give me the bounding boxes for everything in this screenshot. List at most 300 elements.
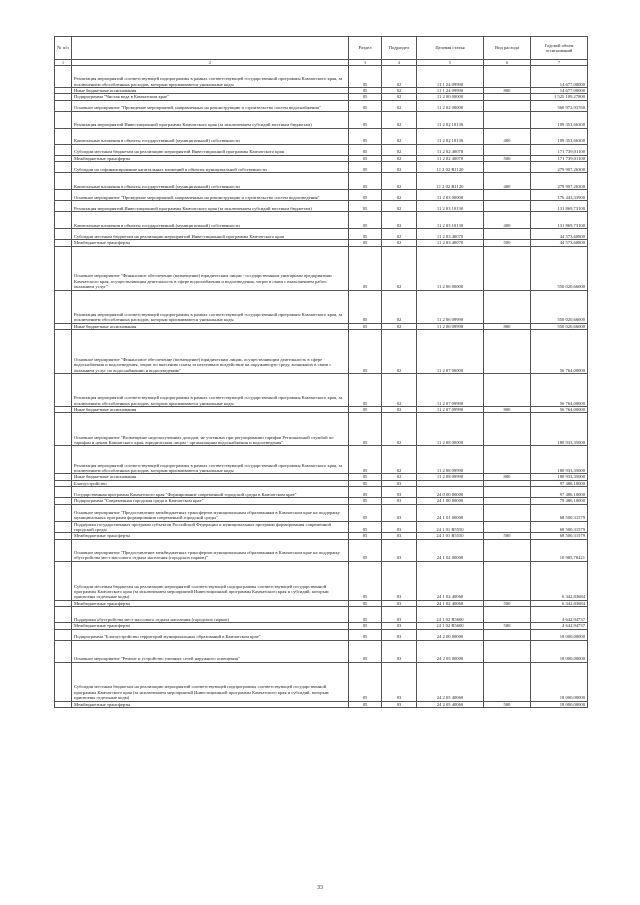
row-name-cell: Основное мероприятие "Ремонт и устройство уличных сетей наружного освещения" — [72, 640, 349, 662]
row-name-cell: Капитальные вложения в объекты государственной (муниципальной) собственности — [72, 128, 349, 144]
row-subsection-cell: 03 — [382, 539, 417, 561]
row-section-cell: 05 — [349, 88, 382, 94]
header-section: Раздел — [349, 37, 382, 60]
table-row — [55, 246, 588, 290]
row-sum-cell: 14 677,00000 — [531, 66, 588, 88]
row-subsection-cell: 02 — [382, 173, 417, 190]
table-row — [55, 487, 588, 498]
table-row — [55, 629, 588, 640]
row-expense-type-cell — [484, 607, 531, 623]
index-cell: 2 — [72, 60, 349, 66]
row-target-cell: 24 2 00 00000 — [417, 629, 484, 640]
row-sum-cell: 109 351,66300 — [531, 128, 588, 144]
row-subsection-cell: 02 — [382, 94, 417, 100]
row-target-cell: 11 2 00 00000 — [417, 94, 484, 100]
row-subsection-cell: 02 — [382, 212, 417, 229]
row-subsection-cell: 02 — [382, 446, 417, 474]
row-expense-type-cell — [484, 561, 531, 600]
row-target-cell: 11 2 02 40070 — [417, 155, 484, 161]
table-row — [55, 607, 588, 623]
row-expense-type-cell — [484, 66, 531, 88]
row-section-cell: 05 — [349, 212, 382, 229]
row-section-cell: 05 — [349, 474, 382, 480]
row-section-cell: 05 — [349, 201, 382, 212]
row-target-cell: 24 2 05 00000 — [417, 640, 484, 662]
index-cell: 1 — [55, 60, 72, 66]
row-target-cell: 11 2 08 09990 — [417, 446, 484, 474]
row-name-cell: Субсидии на софинансирование капитальных вложений в объекты муниципальной собственности — [72, 162, 349, 173]
row-target-cell: 24 1 01 00000 — [417, 504, 484, 521]
index-cell: 4 — [382, 60, 417, 66]
row-name-cell: Основное мероприятие "Финансовое обеспечение (возмещение) юридическим лицам - государственным унитарным предприятиям Камчатского края, осуществляющим деятельность в сфере водоснабжения и водоотведения, затрат в связи с выполнением работ, оказанием услуг" — [72, 246, 349, 290]
row-sum-cell: 180 933,35000 — [531, 413, 588, 446]
row-section-cell: 05 — [349, 330, 382, 374]
row-expense-type-cell: 500 — [484, 623, 531, 629]
row-number-cell — [55, 640, 72, 662]
table-row — [55, 701, 588, 707]
table-row — [55, 229, 588, 240]
row-name-cell: Основное мероприятие "Предоставление межбюджетных трансфертов муниципальным образованиям в Камчатском крае на поддержку муниципальных программ формирования современной городской среды" — [72, 504, 349, 521]
row-name-cell: Основное мероприятие "Проведение мероприятий, направленных на реконструкцию и строительство систем водоснабжения" — [72, 100, 349, 111]
row-target-cell: 11 2 03 00000 — [417, 190, 484, 201]
row-number-cell — [55, 629, 72, 640]
row-expense-type-cell — [484, 290, 531, 323]
table-row — [55, 128, 588, 144]
header-target: Целевая статья — [417, 37, 484, 60]
header-subsection: Подраздел — [382, 37, 417, 60]
row-name-cell: Государственная программа Камчатского края "Формирование современной городской среды в Камчатском крае" — [72, 487, 349, 498]
row-sum-cell: 550 020,66000 — [531, 323, 588, 329]
row-section-cell: 05 — [349, 607, 382, 623]
row-target-cell: 24 1 02 40060 — [417, 561, 484, 600]
row-target-cell: 11 2 03 10130 — [417, 212, 484, 229]
row-name-cell: Субсидии местным бюджетам на реализацию мероприятий Инвестиционной программы Камчатского края — [72, 229, 349, 240]
row-sum-cell: 1 525 109,27800 — [531, 94, 588, 100]
index-cell: 7 — [531, 60, 588, 66]
row-sum-cell: 180 933,35000 — [531, 474, 588, 480]
row-name-cell: Реализация мероприятий Инвестиционной программы Камчатского края (за исключением субсидий местным бюджетам) — [72, 111, 349, 128]
row-expense-type-cell — [484, 100, 531, 111]
row-subsection-cell: 03 — [382, 607, 417, 623]
row-sum-cell: 6 342,83684 — [531, 600, 588, 606]
row-subsection-cell: 03 — [382, 533, 417, 539]
row-section-cell: 05 — [349, 155, 382, 161]
table-row — [55, 330, 588, 374]
row-number-cell — [55, 66, 72, 88]
row-name-cell: Иные бюджетные ассигнования — [72, 474, 349, 480]
table-row — [55, 521, 588, 533]
row-number-cell — [55, 173, 72, 190]
row-target-cell: 24 1 00 00000 — [417, 498, 484, 504]
row-section-cell: 05 — [349, 640, 382, 662]
row-name-cell: Иные бюджетные ассигнования — [72, 88, 349, 94]
row-target-cell: 11 2 08 00000 — [417, 413, 484, 446]
row-section-cell: 05 — [349, 504, 382, 521]
row-expense-type-cell — [484, 144, 531, 155]
row-sum-cell: 180 933,35000 — [531, 446, 588, 474]
row-expense-type-cell: 400 — [484, 173, 531, 190]
table-row — [55, 201, 588, 212]
row-number-cell — [55, 144, 72, 155]
row-subsection-cell: 02 — [382, 155, 417, 161]
table-row — [55, 290, 588, 323]
row-subsection-cell: 03 — [382, 629, 417, 640]
row-name-cell: Основное мероприятие "Финансовое обеспечение (возмещение) юридическим лицам, осуществляющим деятельность в сфере водоснабжения и водоотведения, затрат по внесению платы за негативное воздействие на окружающую среду, возникших в связи с оказанием услуг по водоснабжению и водоотведению" — [72, 330, 349, 374]
row-subsection-cell: 03 — [382, 521, 417, 533]
row-section-cell: 05 — [349, 374, 382, 407]
row-sum-cell: 176 443,33900 — [531, 190, 588, 201]
table-row — [55, 66, 588, 88]
row-name-cell: Капитальные вложения в объекты государственной (муниципальной) собственности — [72, 212, 349, 229]
row-expense-type-cell — [484, 229, 531, 240]
table-row — [55, 173, 588, 190]
row-sum-cell: 550 020,66000 — [531, 290, 588, 323]
row-subsection-cell: 02 — [382, 374, 417, 407]
row-target-cell: 11 2 03 10130 — [417, 201, 484, 212]
row-section-cell: 05 — [349, 407, 382, 413]
row-section-cell: 05 — [349, 323, 382, 329]
row-section-cell: 05 — [349, 100, 382, 111]
row-section-cell: 05 — [349, 498, 382, 504]
row-number-cell — [55, 607, 72, 623]
row-sum-cell: 79 486,10000 — [531, 498, 588, 504]
row-section-cell: 05 — [349, 600, 382, 606]
row-number-cell — [55, 162, 72, 173]
row-target-cell: 11 2 06 09990 — [417, 290, 484, 323]
row-expense-type-cell — [484, 662, 531, 701]
row-name-cell: Реализация мероприятий соответствующей подпрограммы в рамках соответствующей государственной программы Камчатского края, за исключением обособленных расходов, которым присваиваются уникальные коды — [72, 66, 349, 88]
row-subsection-cell: 03 — [382, 640, 417, 662]
row-sum-cell: 560 972,93760 — [531, 100, 588, 111]
row-section-cell: 05 — [349, 240, 382, 246]
row-section-cell: 05 — [349, 173, 382, 190]
row-target-cell: 11 2 03 40070 — [417, 229, 484, 240]
row-subsection-cell: 02 — [382, 201, 417, 212]
row-number-cell — [55, 128, 72, 144]
row-name-cell: Подпрограмма "Чистая вода в Камчатском крае" — [72, 94, 349, 100]
page-number: 33 — [317, 885, 323, 891]
row-target-cell: 11 1 24 09990 — [417, 88, 484, 94]
row-name-cell: Основное мероприятие "Возмещение недополученных доходов, не учтенных при регулировании тарифов Региональной службой по тарифам и ценам Камчатского края, юридическим лицам - организациям водоснабжения и водоотведения" — [72, 413, 349, 446]
row-name-cell: Основное мероприятие "Проведение мероприятий, направленных на реконструкцию и строительство систем водоотведения" — [72, 190, 349, 201]
table-row — [55, 374, 588, 407]
row-name-cell: Поддержка обустройства мест массового отдыха населения (городских парков) — [72, 607, 349, 623]
table-row — [55, 190, 588, 201]
row-section-cell: 05 — [349, 229, 382, 240]
row-sum-cell: 4 642,94737 — [531, 607, 588, 623]
row-expense-type-cell — [484, 504, 531, 521]
row-subsection-cell: 03 — [382, 701, 417, 707]
row-name-cell: Благоустройство — [72, 480, 349, 486]
row-name-cell: Межбюджетные трансферты — [72, 623, 349, 629]
row-subsection-cell: 02 — [382, 162, 417, 173]
row-sum-cell: 44 573,60800 — [531, 240, 588, 246]
row-sum-cell: 109 351,66300 — [531, 111, 588, 128]
row-expense-type-cell — [484, 413, 531, 446]
row-target-cell: 24 0 00 00000 — [417, 487, 484, 498]
row-number-cell — [55, 561, 72, 600]
table-row — [55, 162, 588, 173]
header-num: № п/п — [55, 37, 72, 60]
row-sum-cell: 56 764,00000 — [531, 374, 588, 407]
row-target-cell: 24 1 01 R5550 — [417, 521, 484, 533]
row-target-cell: 11 2 06 00000 — [417, 246, 484, 290]
row-subsection-cell: 02 — [382, 474, 417, 480]
row-section-cell: 05 — [349, 480, 382, 486]
row-subsection-cell: 02 — [382, 66, 417, 88]
row-section-cell: 05 — [349, 487, 382, 498]
row-expense-type-cell — [484, 374, 531, 407]
row-expense-type-cell: 800 — [484, 407, 531, 413]
row-subsection-cell: 02 — [382, 128, 417, 144]
row-name-cell: Субсидии местным бюджетам на реализацию мероприятий соответствующей подпрограммы соответствующей государственной программы Камчатского края (за исключением мероприятий Инвестиционной программы Камчатского края и субсидий, которым присвоены отдельные коды) — [72, 561, 349, 600]
budget-table — [54, 36, 588, 708]
row-sum-cell: 279 907,26300 — [531, 162, 588, 173]
index-cell: 3 — [349, 60, 382, 66]
row-sum-cell: 44 573,60800 — [531, 229, 588, 240]
row-name-cell: Субсидии местным бюджетам на реализацию мероприятий Инвестиционной программы Камчатского края — [72, 144, 349, 155]
row-expense-type-cell — [484, 111, 531, 128]
row-number-cell — [55, 413, 72, 446]
row-name-cell: Реализация мероприятий соответствующей подпрограммы в рамках соответствующей государственной программы Камчатского края, за исключением обособленных расходов, которым присваиваются уникальные коды — [72, 374, 349, 407]
row-expense-type-cell: 500 — [484, 600, 531, 606]
row-subsection-cell: 02 — [382, 407, 417, 413]
row-expense-type-cell — [484, 629, 531, 640]
row-name-cell: Подпрограмма "Современная городская среда в Камчатском крае" — [72, 498, 349, 504]
row-target-cell: 11 2 06 09990 — [417, 323, 484, 329]
row-target-cell: 11 1 24 09990 — [417, 66, 484, 88]
row-sum-cell: 550 020,66000 — [531, 246, 588, 290]
row-expense-type-cell: 500 — [484, 155, 531, 161]
row-sum-cell: 97 486,10000 — [531, 480, 588, 486]
row-sum-cell: 131 869,73100 — [531, 201, 588, 212]
row-sum-cell: 97 486,10000 — [531, 487, 588, 498]
row-section-cell: 05 — [349, 162, 382, 173]
table-row — [55, 111, 588, 128]
row-number-cell — [55, 212, 72, 229]
row-expense-type-cell: 400 — [484, 128, 531, 144]
row-target-cell: 11 2 02 10130 — [417, 111, 484, 128]
row-expense-type-cell — [484, 640, 531, 662]
row-sum-cell: 68 500,31579 — [531, 533, 588, 539]
row-name-cell: Подпрограмма "Благоустройство территорий муниципальных образований в Камчатском крае" — [72, 629, 349, 640]
table-row — [55, 640, 588, 662]
table-row — [55, 144, 588, 155]
row-name-cell: Основное мероприятие "Предоставление межбюджетных трансфертов муниципальным образованиям в Камчатском крае на поддержку обустройства мест массового отдыха населения (городских парков)" — [72, 539, 349, 561]
row-section-cell: 05 — [349, 623, 382, 629]
table-row — [55, 212, 588, 229]
header-name — [72, 37, 349, 60]
row-number-cell — [55, 100, 72, 111]
row-subsection-cell: 02 — [382, 190, 417, 201]
row-number-cell — [55, 504, 72, 521]
row-subsection-cell: 02 — [382, 88, 417, 94]
row-sum-cell: 131 869,73100 — [531, 212, 588, 229]
row-sum-cell: 56 764,00000 — [531, 407, 588, 413]
header-sum: Годовой объем ассигнований — [531, 37, 588, 60]
row-subsection-cell: 02 — [382, 290, 417, 323]
row-subsection-cell: 02 — [382, 111, 417, 128]
row-section-cell: 05 — [349, 66, 382, 88]
row-target-cell: 11 2 02 10130 — [417, 128, 484, 144]
row-target-cell: 11 2 02 R1120 — [417, 162, 484, 173]
row-section-cell: 05 — [349, 561, 382, 600]
row-name-cell: Межбюджетные трансферты — [72, 240, 349, 246]
row-section-cell: 05 — [349, 290, 382, 323]
row-sum-cell: 18 000,00000 — [531, 640, 588, 662]
row-number-cell — [55, 229, 72, 240]
table-row — [55, 446, 588, 474]
row-number-cell — [55, 521, 72, 533]
row-section-cell: 05 — [349, 128, 382, 144]
row-name-cell: Межбюджетные трансферты — [72, 701, 349, 707]
row-name-cell: Реализация мероприятий соответствующей подпрограммы в рамках соответствующей государственной программы Камчатского края, за исключением обособленных расходов, которым присваиваются уникальные коды — [72, 446, 349, 474]
row-name-cell: Иные бюджетные ассигнования — [72, 407, 349, 413]
row-section-cell: 05 — [349, 144, 382, 155]
row-subsection-cell: 03 — [382, 561, 417, 600]
header-expense-type: Вид расхода — [484, 37, 531, 60]
table-row — [55, 504, 588, 521]
row-target-cell: 11 2 02 40070 — [417, 144, 484, 155]
row-expense-type-cell: 500 — [484, 240, 531, 246]
row-expense-type-cell — [484, 487, 531, 498]
row-expense-type-cell: 500 — [484, 701, 531, 707]
row-section-cell: 05 — [349, 94, 382, 100]
table-row — [55, 561, 588, 600]
row-name-cell: Межбюджетные трансферты — [72, 600, 349, 606]
row-sum-cell: 171 739,01100 — [531, 155, 588, 161]
row-number-cell — [55, 201, 72, 212]
row-section-cell: 05 — [349, 533, 382, 539]
row-sum-cell: 10 985,78421 — [531, 539, 588, 561]
row-expense-type-cell — [484, 330, 531, 374]
row-subsection-cell: 03 — [382, 600, 417, 606]
row-name-cell: Межбюджетные трансферты — [72, 533, 349, 539]
row-sum-cell: 68 500,31579 — [531, 504, 588, 521]
row-section-cell: 05 — [349, 539, 382, 561]
row-sum-cell: 14 677,00000 — [531, 88, 588, 94]
row-number-cell — [55, 701, 72, 707]
row-expense-type-cell: 800 — [484, 474, 531, 480]
row-name-cell: Межбюджетные трансферты — [72, 155, 349, 161]
row-subsection-cell: 02 — [382, 240, 417, 246]
row-target-cell: 11 2 07 09990 — [417, 407, 484, 413]
row-name-cell: Капитальные вложения в объекты государственной (муниципальной) собственности — [72, 173, 349, 190]
row-name-cell: Иные бюджетные ассигнования — [72, 323, 349, 329]
row-section-cell: 05 — [349, 521, 382, 533]
row-target-cell: 24 2 05 40060 — [417, 662, 484, 701]
row-sum-cell: 18 000,00000 — [531, 629, 588, 640]
row-subsection-cell: 03 — [382, 480, 417, 486]
row-subsection-cell: 02 — [382, 229, 417, 240]
row-expense-type-cell: 800 — [484, 323, 531, 329]
table-row — [55, 662, 588, 701]
row-number-cell — [55, 330, 72, 374]
row-subsection-cell: 02 — [382, 330, 417, 374]
row-expense-type-cell — [484, 246, 531, 290]
row-section-cell: 05 — [349, 190, 382, 201]
row-expense-type-cell — [484, 446, 531, 474]
row-subsection-cell: 02 — [382, 413, 417, 446]
table-row — [55, 413, 588, 446]
row-subsection-cell: 03 — [382, 623, 417, 629]
row-sum-cell: 171 739,01100 — [531, 144, 588, 155]
row-target-cell: 11 2 03 40070 — [417, 240, 484, 246]
row-subsection-cell: 03 — [382, 504, 417, 521]
row-target-cell: 11 2 07 00000 — [417, 330, 484, 374]
table-body — [55, 66, 588, 708]
row-sum-cell: 4 642,94737 — [531, 623, 588, 629]
row-subsection-cell: 02 — [382, 100, 417, 111]
row-expense-type-cell: 500 — [484, 533, 531, 539]
row-number-cell — [55, 539, 72, 561]
row-expense-type-cell: 800 — [484, 88, 531, 94]
row-number-cell — [55, 290, 72, 323]
row-target-cell: 24 1 02 R5600 — [417, 607, 484, 623]
row-target-cell: 11 2 02 R1120 — [417, 173, 484, 190]
table-row — [55, 539, 588, 561]
row-target-cell: 11 2 07 09990 — [417, 374, 484, 407]
row-sum-cell: 6 342,83684 — [531, 561, 588, 600]
row-number-cell — [55, 111, 72, 128]
row-number-cell — [55, 190, 72, 201]
row-subsection-cell: 03 — [382, 662, 417, 701]
row-section-cell: 05 — [349, 413, 382, 446]
row-section-cell: 05 — [349, 701, 382, 707]
row-name-cell: Поддержка государственных программ субъектов Российской Федерации и муниципальных программ формирования современной городской среды — [72, 521, 349, 533]
row-expense-type-cell — [484, 201, 531, 212]
row-subsection-cell: 03 — [382, 487, 417, 498]
row-section-cell: 05 — [349, 111, 382, 128]
row-expense-type-cell — [484, 190, 531, 201]
row-target-cell: 24 1 02 R5600 — [417, 623, 484, 629]
row-number-cell — [55, 487, 72, 498]
row-target-cell: 24 2 05 40060 — [417, 701, 484, 707]
row-target-cell: 11 2 08 09990 — [417, 474, 484, 480]
row-expense-type-cell — [484, 539, 531, 561]
row-section-cell: 05 — [349, 629, 382, 640]
row-subsection-cell: 02 — [382, 246, 417, 290]
index-cell: 5 — [417, 60, 484, 66]
row-sum-cell: 279 907,26300 — [531, 173, 588, 190]
row-sum-cell: 18 000,00000 — [531, 701, 588, 707]
row-target-cell: 11 2 02 00000 — [417, 100, 484, 111]
row-number-cell — [55, 662, 72, 701]
row-target-cell: 24 1 01 R5550 — [417, 533, 484, 539]
row-number-cell — [55, 374, 72, 407]
row-expense-type-cell — [484, 521, 531, 533]
row-sum-cell: 56 764,00000 — [531, 330, 588, 374]
row-target-cell: 24 1 02 40060 — [417, 600, 484, 606]
row-expense-type-cell: 400 — [484, 212, 531, 229]
row-subsection-cell: 02 — [382, 144, 417, 155]
row-sum-cell: 68 500,31579 — [531, 521, 588, 533]
row-number-cell — [55, 246, 72, 290]
row-name-cell: Субсидии местным бюджетам на реализацию мероприятий соответствующей подпрограммы соответствующей государственной программы Камчатского края (за исключением мероприятий Инвестиционной программы Камчатского края и субсидий, которым присвоены отдельные коды) — [72, 662, 349, 701]
table-header-row — [55, 37, 588, 60]
row-section-cell: 05 — [349, 246, 382, 290]
row-number-cell — [55, 446, 72, 474]
index-cell: 6 — [484, 60, 531, 66]
row-subsection-cell: 02 — [382, 323, 417, 329]
table-row — [55, 100, 588, 111]
row-section-cell: 05 — [349, 446, 382, 474]
row-name-cell: Реализация мероприятий соответствующей подпрограммы в рамках соответствующей государственной программы Камчатского края, за исключением обособленных расходов, которым присваиваются уникальные коды — [72, 290, 349, 323]
row-name-cell: Реализация мероприятий Инвестиционной программы Камчатского края (за исключением субсидий местным бюджетам) — [72, 201, 349, 212]
row-expense-type-cell — [484, 162, 531, 173]
row-sum-cell: 18 000,00000 — [531, 662, 588, 701]
row-target-cell: 24 1 02 00000 — [417, 539, 484, 561]
